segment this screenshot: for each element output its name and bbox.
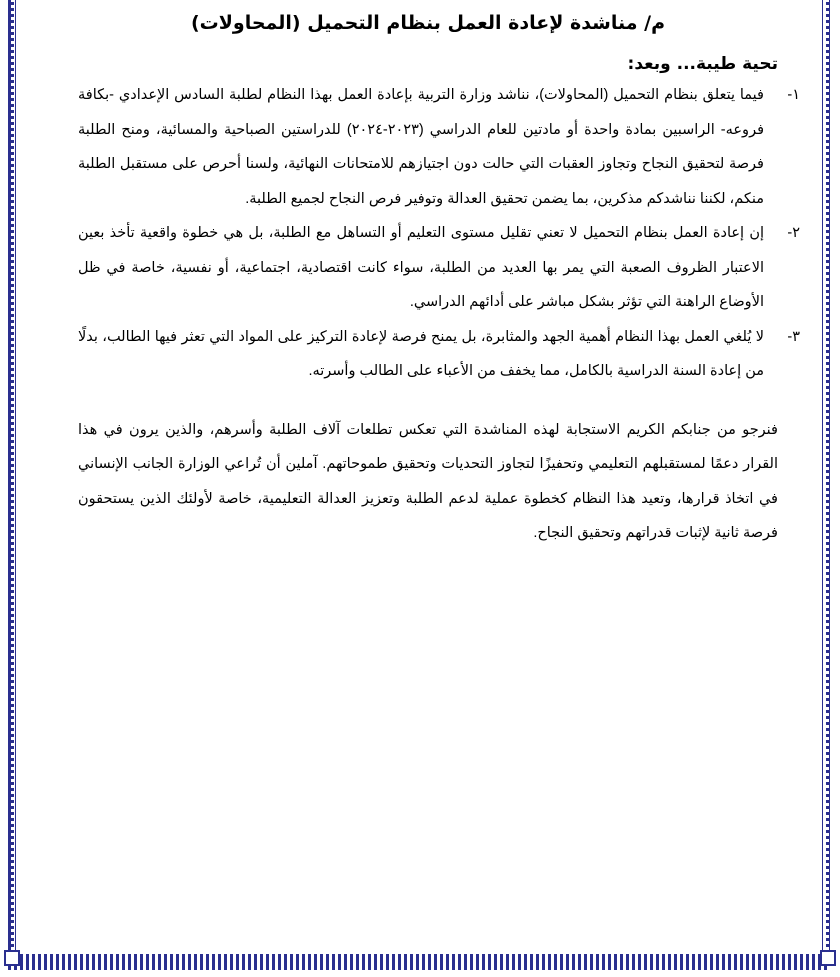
numbered-item-2 bbox=[78, 216, 800, 320]
item-text: لا يُلغي العمل بهذا النظام أهمية الجهد والمثابرة، بل يمنح فرصة لإعادة التركيز على المواد التي تعثر فيها الطالب، بدلًا من إعادة السنة الدراسية بالكامل، مما يخفف من الأعباء على الطالب وأسرته. bbox=[78, 328, 764, 379]
page-border-left-strip bbox=[11, 0, 14, 954]
numbered-item-3 bbox=[78, 320, 800, 389]
item-number: ٣- bbox=[787, 328, 800, 345]
letter-greeting: تحية طيبة... وبعد: bbox=[627, 54, 778, 74]
letter-title: م/ مناشدة لإعادة العمل بنظام التحميل (المحاولات) bbox=[190, 12, 666, 34]
item-number: ٢- bbox=[787, 225, 800, 241]
item-text: إن إعادة العمل بنظام التحميل لا تعني تقليل مستوى التعليم أو التساهل مع الطلبة، بل هي خطوة واقعية تأخذ بعين الاعتبار الظروف الصعبة التي يمر بها العديد من الطلبة، سواء كانت اقتصادية، اجتماعية، أو نفسية، خاصة في ظل الأوضاع الراهنة التي تؤثر بشكل مباشر على أدائهم الدراسي. bbox=[78, 225, 764, 310]
letter-body bbox=[78, 12, 800, 551]
page-border-bottom-band bbox=[8, 954, 830, 970]
page-border-corner-bottom-left bbox=[4, 950, 20, 966]
item-text: فيما يتعلق بنظام التحميل (المحاولات)، نناشد وزارة التربية بإعادة العمل بهذا النظام لطلبة السادس الإعدادي -بكافة فروعه- الراسبين بمادة واحدة أو مادتين للعام الدراسي (٢٠٢٣-٢٠٢٤) للدراستين الصباحية والمسائية، ومنح الطلبة فرصة لتحقيق النجاح وتجاوز العقبات التي حالت دون اجتيازهم للامتحانات النهائية، ولسنا أحرص على مستقبل الطلبة منكم، لكننا نناشدكم مذكرين، بما يضمن تحقيق العدالة وتوفير فرص النجاح لجميع الطلبة. bbox=[78, 87, 764, 207]
numbered-item-1 bbox=[78, 78, 800, 216]
page-border-corner-bottom-right bbox=[820, 950, 836, 966]
item-number: ١- bbox=[787, 87, 800, 103]
closing-paragraph: فنرجو من جنابكم الكريم الاستجابة لهذه المناشدة التي تعكس تطلعات آلاف الطلبة وأسرهم، والذين يرون في هذا القرار دعمًا لمستقبلهم التعليمي وتحفيزًا لتجاوز التحديات وتحقيق طموحاتهم. آملين أن تُراعي الوزارة الجانب الإنساني في اتخاذ قرارها، وتعيد هذا النظام كخطوة عملية لدعم الطلبة وتعزيز العدالة التعليمية، خاصة لأولئك الذين يستحقون فرصة ثانية لإثبات قدراتهم وتحقيق النجاح. bbox=[78, 421, 778, 541]
page-border-right-strip bbox=[826, 0, 829, 954]
